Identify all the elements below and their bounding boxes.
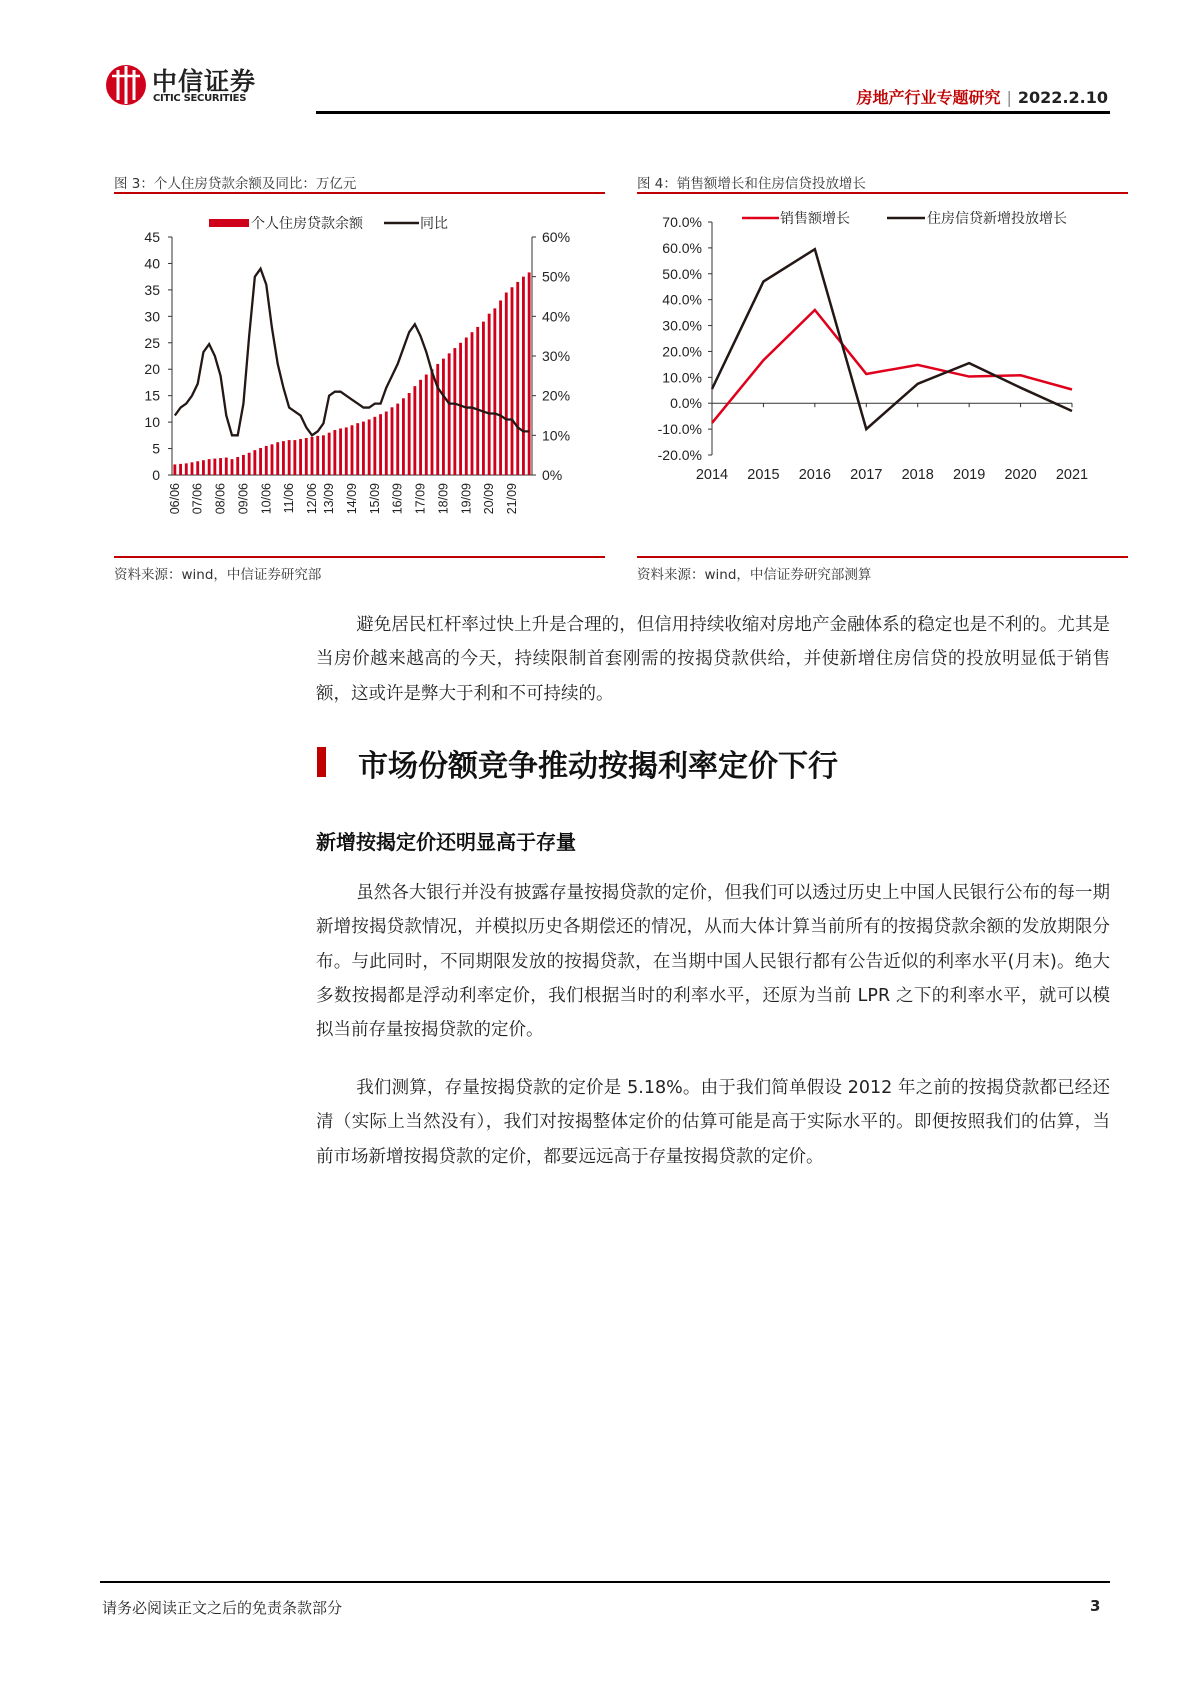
logo-chinese: 中信证券 (152, 67, 257, 96)
bar (408, 393, 411, 475)
left-tick-label: 35 (144, 281, 160, 298)
bar (282, 441, 285, 475)
left-tick-label: 10 (144, 414, 160, 431)
left-tick-label: 25 (144, 334, 160, 351)
bar (202, 460, 205, 475)
right-tick-label: 30% (542, 348, 571, 364)
bar (453, 348, 456, 475)
bar (299, 439, 302, 475)
bar (356, 423, 359, 475)
y-tick-label: 0.0% (670, 395, 702, 412)
right-tick-label: 40% (542, 308, 571, 325)
bar (368, 419, 371, 475)
bar (493, 308, 496, 475)
bar (231, 459, 234, 475)
x-tick-label: 17/09 (413, 483, 428, 515)
x-tick-label: 16/09 (390, 483, 405, 515)
y-tick-label: 10.0% (662, 369, 702, 386)
subsection-heading: 新增按揭定价还明显高于存量 (316, 830, 576, 854)
bar (522, 277, 525, 475)
bar (431, 369, 434, 475)
x-tick-label: 12/06 (305, 483, 319, 515)
legend-bar-label: 个人住房贷款余额 (251, 215, 363, 231)
bar (225, 458, 228, 475)
y-tick-label: 30.0% (662, 317, 702, 334)
bar (271, 444, 274, 475)
x-tick-label: 10/06 (259, 483, 274, 515)
x-tick-label: 14/09 (345, 483, 359, 515)
bar (311, 437, 314, 475)
x-tick-label: 11/06 (282, 483, 297, 514)
y-tick-label: 70.0% (662, 214, 702, 230)
bar (425, 375, 428, 475)
figure-3-bottom-rule (114, 556, 605, 558)
x-tick-label: 18/09 (436, 483, 451, 515)
bar (471, 332, 474, 475)
figure-3-title: 图 3：个人住房贷款余额及同比：万亿元 (114, 176, 357, 192)
y-tick-label: 40.0% (662, 291, 702, 308)
bar (459, 343, 462, 475)
figure-4-bottom-rule (637, 556, 1128, 558)
y-tick-label: 20.0% (662, 343, 702, 360)
bar (185, 463, 188, 475)
bar (499, 300, 502, 475)
paragraph-2: 虽然各大银行并没有披露存量按揭贷款的定价，但我们可以透过历史上中国人民银行公布的每一期新增按揭贷款情况，并模拟历史各期偿还的情况，从而大体计算当前所有的按揭贷款余额的发放期限分布。与此同时，不同期限发放的按揭贷款，在当期中国人民银行都有公告近似的利率水平(月末)。绝大多数按揭都是浮动利率定价，我们根据当时的利率水平，还原为当前 LPR 之下的利率水平，就可以模拟当前存量按揭贷款的定价。 (316, 883, 1110, 1041)
x-tick-label: 09/06 (236, 483, 251, 515)
legend-sales-label: 销售额增长 (780, 210, 850, 226)
bar (345, 427, 348, 475)
bar (362, 422, 365, 475)
bar (328, 433, 331, 475)
bar (528, 272, 531, 475)
paragraph-3: 我们测算，存量按揭贷款的定价是 5.18%。由于我们简单假设 2012 年之前的按揭贷款都已经还清（实际上当然没有），我们对按揭整体定价的估算可能是高于实际水平的。即便按照我们的估算，当前市场新增按揭贷款的定价，都要远远高于存量按揭贷款的定价。 (316, 1078, 1110, 1167)
bar (191, 462, 194, 475)
bar (516, 282, 519, 475)
left-tick-label: 0 (152, 467, 160, 483)
figure-3-source: 资料来源：wind，中信证券研究部 (114, 567, 322, 583)
bar (511, 287, 514, 475)
footer-disclaimer: 请务必阅读正文之后的免责条款部分 (102, 1599, 343, 1617)
figure-4-source: 资料来源：wind，中信证券研究部测算 (637, 567, 872, 583)
bar (333, 430, 336, 475)
bar (351, 425, 354, 475)
left-tick-label: 40 (144, 255, 160, 272)
left-tick-label: 15 (144, 387, 160, 404)
x-tick-label: 2019 (953, 467, 986, 483)
figure-3-top-rule (114, 192, 605, 194)
bar (482, 322, 485, 475)
bar (373, 417, 376, 475)
page-number: 3 (1090, 1597, 1101, 1615)
y-tick-label: 50.0% (662, 265, 702, 282)
bar (305, 438, 308, 475)
figure-4-title: 图 4：销售额增长和住房信贷投放增长 (637, 176, 866, 192)
bar (413, 386, 416, 475)
bar (179, 464, 182, 475)
legend-credit-label: 住房信贷新增投放增长 (927, 210, 1067, 226)
header-rule (316, 111, 1110, 114)
x-tick-label: 15/09 (367, 483, 382, 515)
separator: | (1006, 88, 1012, 107)
x-tick-label: 2014 (695, 467, 729, 483)
series-line-1 (712, 249, 1072, 429)
right-tick-label: 60% (542, 229, 571, 245)
bar (419, 380, 422, 475)
bar (236, 457, 239, 475)
bar (379, 414, 382, 475)
bar (339, 428, 342, 475)
left-tick-label: 5 (152, 440, 160, 457)
left-tick-label: 30 (144, 308, 160, 325)
bar (242, 455, 245, 475)
report-type: 房地产行业专题研究 (856, 88, 1001, 107)
bar (208, 459, 211, 475)
x-tick-label: 2018 (901, 467, 934, 483)
bar (316, 436, 319, 475)
y-tick-label: -20.0% (657, 447, 702, 463)
bar (396, 404, 399, 475)
right-tick-label: 10% (542, 427, 571, 444)
bar (288, 440, 291, 475)
x-tick-label: 21/09 (505, 483, 519, 515)
bar (448, 353, 451, 475)
bar (476, 327, 479, 475)
bar (213, 459, 216, 475)
bar (293, 440, 296, 475)
x-tick-label: 2020 (1004, 467, 1037, 483)
x-tick-label: 07/06 (190, 483, 205, 515)
bar (276, 442, 279, 475)
bar (488, 314, 491, 475)
right-tick-label: 50% (542, 268, 571, 285)
figure-4-chart (637, 195, 1128, 495)
right-tick-label: 0% (542, 467, 563, 483)
figure-3-chart (114, 195, 605, 550)
x-tick-label: 19/09 (459, 483, 474, 515)
y-tick-label: -10.0% (657, 421, 702, 438)
bar (402, 398, 405, 475)
bar (173, 464, 176, 475)
bar (248, 453, 251, 475)
figure-4-top-rule (637, 192, 1128, 194)
y-tick-label: 60.0% (662, 239, 702, 256)
legend-bar-swatch (209, 219, 249, 227)
section-heading: 市场份额竞争推动按揭利率定价下行 (358, 749, 838, 784)
bar (505, 293, 508, 475)
bar (253, 450, 256, 475)
report-date: 2022.2.10 (1017, 88, 1108, 107)
bar (442, 359, 445, 475)
bar (385, 412, 388, 475)
x-tick-label: 06/06 (167, 483, 182, 515)
x-tick-label: 2021 (1055, 467, 1089, 483)
bar (391, 407, 394, 475)
left-tick-label: 45 (144, 229, 160, 245)
legend-line-label: 同比 (420, 215, 448, 231)
left-tick-label: 20 (144, 361, 160, 378)
header-info (857, 85, 1109, 108)
footer-rule (100, 1581, 1110, 1583)
bar (322, 435, 325, 475)
x-tick-label: 2017 (850, 467, 883, 483)
paragraph-1: 避免居民杠杆率过快上升是合理的，但信用持续收缩对房地产金融体系的稳定也是不利的。尤其是当房价越来越高的今天，持续限制首套刚需的按揭贷款供给，并使新增住房信贷的投放明显低于销售额，这或许是弊大于利和不可持续的。 (316, 615, 1110, 704)
x-tick-label: 2015 (747, 467, 780, 483)
bar (259, 448, 262, 475)
x-tick-label: 13/09 (322, 483, 337, 515)
yoy-line (175, 269, 529, 436)
x-tick-label: 08/06 (213, 483, 228, 515)
heading-marker (317, 747, 326, 777)
right-tick-label: 20% (542, 387, 571, 404)
bar (219, 458, 222, 475)
x-tick-label: 2016 (798, 467, 831, 483)
bar (196, 461, 199, 475)
bar (265, 446, 268, 475)
x-tick-label: 20/09 (482, 483, 497, 515)
bar (436, 364, 439, 475)
logo-english: CITIC SECURITIES (153, 93, 247, 104)
